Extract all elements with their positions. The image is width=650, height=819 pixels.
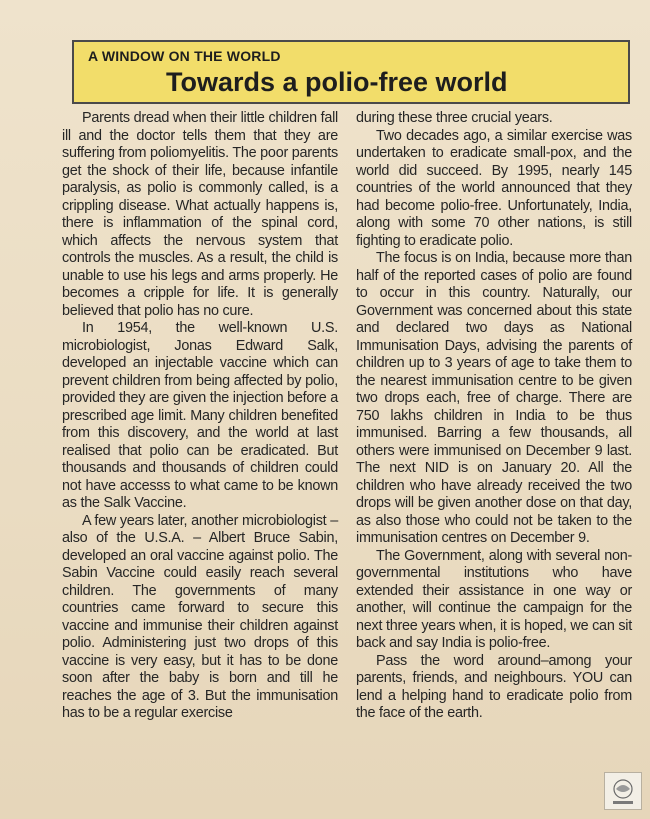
paragraph-sabin: A few years later, another microbiologist – also of the U.S.A. – Albert Bruce Sabin, developed an oral vaccine against polio. The Sabin Vaccine could easily reach several children. The governments of many countries came forward to secure this vaccine and immunise their children against polio. Administering just two drops of this vaccine is very easy, but it has to be done soon after the baby is born and till he reaches the age of 3. But the immunisation has to be a regular exercise	[62, 512, 338, 721]
paragraph-continuation: during these three crucial years.	[356, 110, 553, 126]
header-box	[72, 40, 630, 104]
paragraph-salk: In 1954, the well-known U.S. microbiologist, Jonas Edward Salk, developed an injectable vaccine which can prevent children from being affected by polio, provided they are given the injection before a prescribed age limit. Many children benefited from this discovery, and the world at last realised that polio can be eradicated. But thousands and thousands of children could not have accesss to what came to be known as the Salk Vaccine.	[62, 320, 338, 511]
right-column	[356, 110, 632, 790]
paragraph-intro: Parents dread when their little children fall ill and the doctor tells them that they are suffering from poliomyelitis. The poor parents get the shock of their life, because infantile paralysis, as polio is commonly called, is a crippling disease. What actually happens is, there is inflammation of the spinal cord, which affects the nervous system that controls the muscles. As a result, the child is unable to use his legs and arms properly. He becomes a cripple for life. It is generally believed that polio has no cure.	[62, 110, 338, 319]
section-kicker: A WINDOW ON THE WORLD	[88, 48, 281, 64]
article-headline: Towards a polio-free world	[166, 67, 508, 97]
publisher-logo-icon	[605, 773, 641, 809]
paragraph-smallpox: Two decades ago, a similar exercise was undertaken to eradicate small-pox, and the world did succeed. By 1995, nearly 145 countries of the world announced that they had become polio-free. Unfortunately, India, along with some 70 other nations, is still fighting to eradicate polio.	[356, 127, 632, 249]
paragraph-government: The Government, along with several non-governmental institutions who have extended their assistance in one way or another, will continue the campaign for the next three years when, it is hoped, we can sit back and say India is polio-free.	[356, 547, 632, 651]
article-body	[62, 110, 632, 790]
paragraph-india-focus: The focus is on India, because more than half of the reported cases of polio are found to occur in this country. Naturally, our Government was concerned about this state and declared two days as National Immunisation Days, advising the parents of children up to 3 years of age to take them to the nearest immunisation centre to be given two drops each, free of charge. There are 750 lakhs children in India to be thus immunised. Barring a few thousands, all others were immunised on December 9 last. The next NID is on January 20. All the children who have already received the two drops will be given another dose on that day, as also those who could not be taken to the immunisation centres on December 9.	[356, 250, 632, 546]
left-column	[62, 110, 338, 790]
paragraph-call-to-action: Pass the word around–among your parents, friends, and neighbours. YOU can lend a helping hand to eradicate polio from the face of the earth.	[356, 652, 632, 721]
publisher-logo	[604, 772, 642, 810]
